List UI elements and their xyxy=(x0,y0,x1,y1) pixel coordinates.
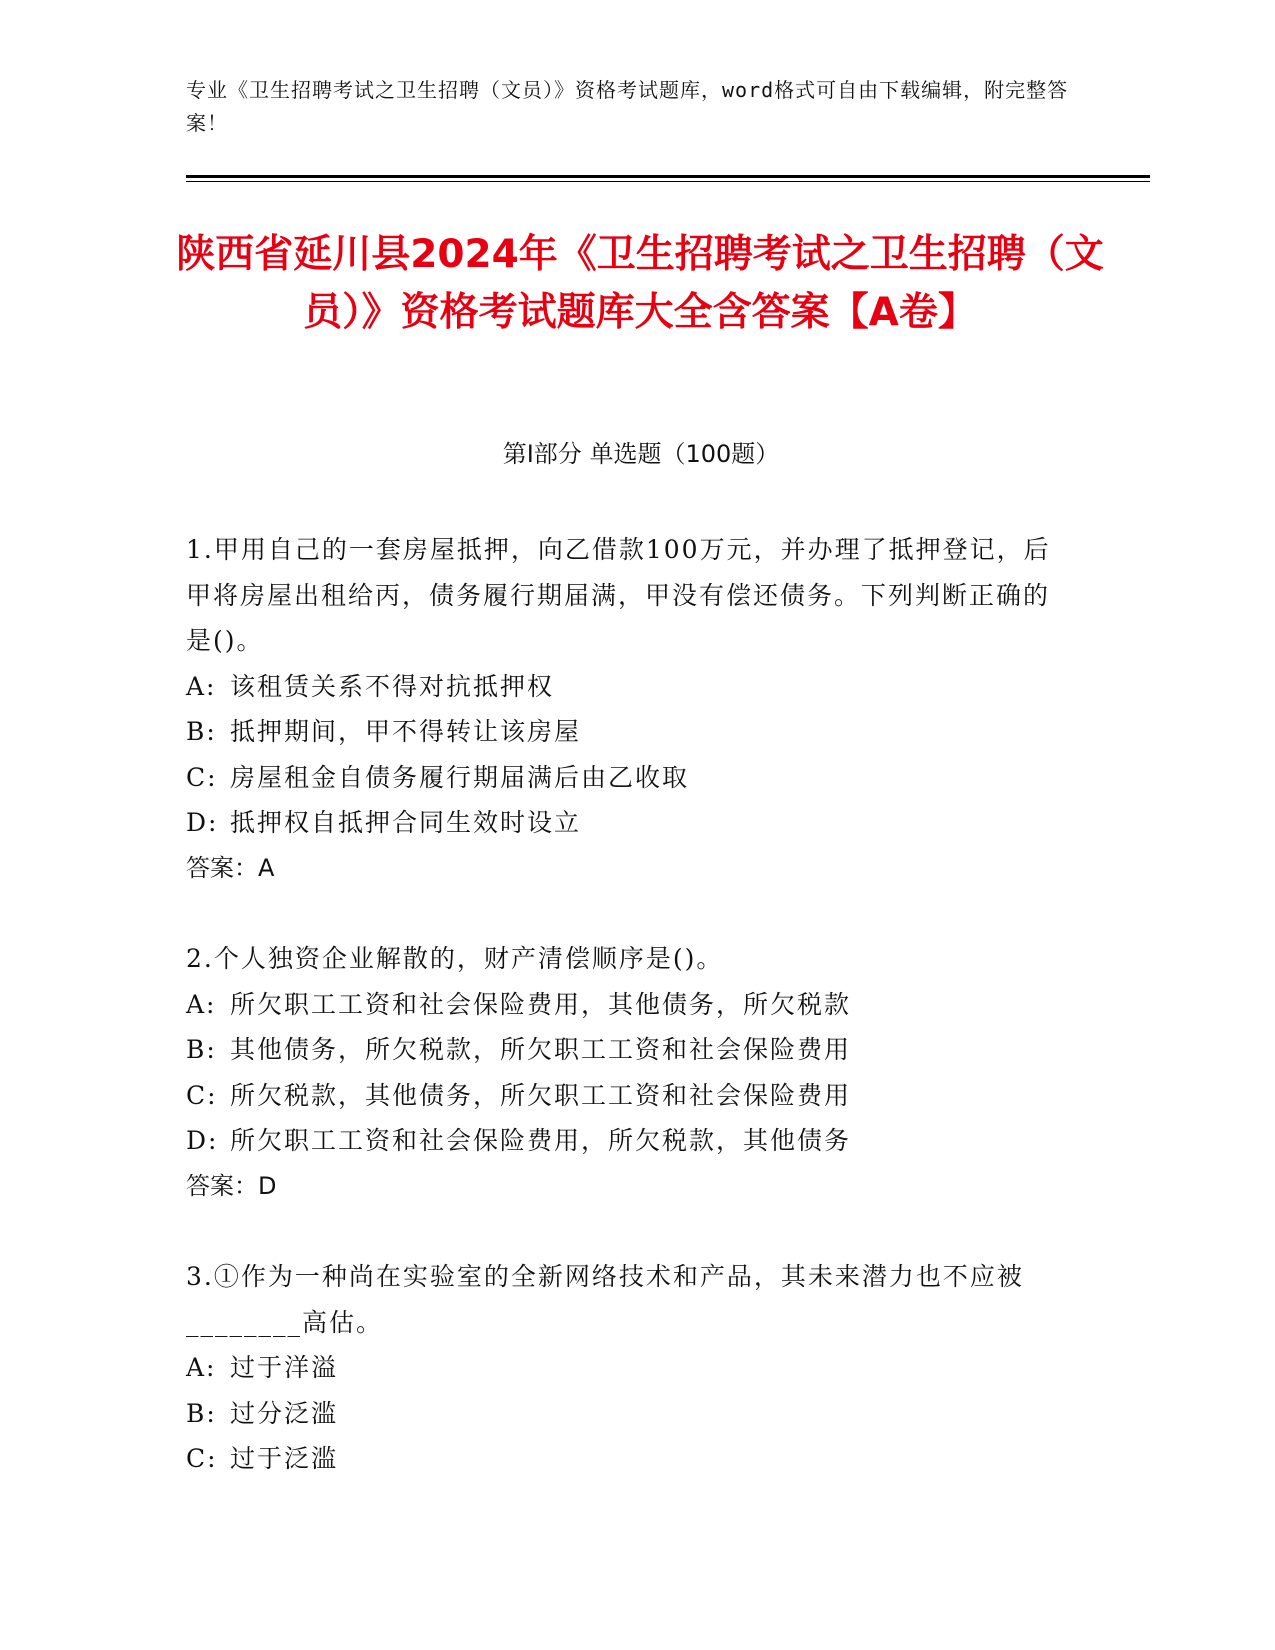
option-letter: C: xyxy=(186,1080,218,1110)
option-text: 过于洋溢 xyxy=(230,1353,339,1382)
option-text: 所欠职工工资和社会保险费用，其他债务，所欠税款 xyxy=(230,989,852,1019)
option-a xyxy=(186,1345,1066,1391)
header-divider-thick xyxy=(186,175,1150,178)
option-letter: A: xyxy=(186,1353,217,1382)
document-title: 陕西省延川县2024年《卫生招聘考试之卫生招聘（文员）》资格考试题库大全含答案【A卷】 xyxy=(176,232,1104,335)
option-a xyxy=(186,664,1066,710)
question-stem: 3.①作为一种尚在实验室的全新网络技术和产品，其未来潜力也不应被________高估。 xyxy=(186,1262,1024,1337)
option-b xyxy=(186,709,1066,755)
question-1 xyxy=(186,527,1066,891)
option-text: 该租赁关系不得对抗抵押权 xyxy=(230,671,555,701)
option-letter: C: xyxy=(186,1444,218,1473)
option-b xyxy=(186,1391,1066,1437)
option-text: 过分泛滥 xyxy=(230,1398,339,1428)
option-text: 抵押期间，甲不得转让该房屋 xyxy=(230,717,582,746)
option-letter: A: xyxy=(186,671,217,701)
option-text: 房屋租金自债务履行期届满后由乙收取 xyxy=(230,762,690,792)
option-letter: A: xyxy=(186,989,217,1019)
option-letter: B: xyxy=(186,1398,217,1428)
option-a xyxy=(186,982,1066,1028)
question-2 xyxy=(186,936,1066,1209)
option-letter: D: xyxy=(186,808,219,837)
question-list xyxy=(186,527,1066,1527)
answer: 答案：D xyxy=(186,1171,277,1200)
option-c xyxy=(186,755,1066,801)
option-b xyxy=(186,1027,1066,1073)
option-letter: B: xyxy=(186,717,217,746)
question-stem: 2.个人独资企业解散的，财产清偿顺序是()。 xyxy=(186,944,724,973)
question-3 xyxy=(186,1254,1066,1482)
option-text: 所欠职工工资和社会保险费用，所欠税款，其他债务 xyxy=(230,1126,852,1155)
option-letter: B: xyxy=(186,1035,217,1064)
option-text: 所欠税款，其他债务，所欠职工工资和社会保险费用 xyxy=(230,1080,852,1110)
option-d xyxy=(186,800,1066,846)
option-d xyxy=(186,1118,1066,1164)
answer: 答案：A xyxy=(186,853,275,882)
option-text: 其他债务，所欠税款，所欠职工工资和社会保险费用 xyxy=(230,1035,852,1064)
question-stem: 1.甲用自己的一套房屋抵押，向乙借款100万元，并办理了抵押登记，后甲将房屋出租给丙，债务履行期届满，甲没有偿还债务。下列判断正确的是()。 xyxy=(186,535,1051,655)
header-divider-thin xyxy=(186,181,1150,182)
option-text: 过于泛滥 xyxy=(230,1444,339,1473)
header-note: 专业《卫生招聘考试之卫生招聘（文员）》资格考试题库，word格式可自由下载编辑，附完整答案！ xyxy=(186,78,1069,135)
option-letter: D: xyxy=(186,1126,219,1155)
option-c xyxy=(186,1436,1066,1482)
option-letter: C: xyxy=(186,762,218,792)
section-title: 第I部分 单选题（100题） xyxy=(502,440,780,468)
option-text: 抵押权自抵押合同生效时设立 xyxy=(230,808,582,837)
option-c xyxy=(186,1073,1066,1119)
